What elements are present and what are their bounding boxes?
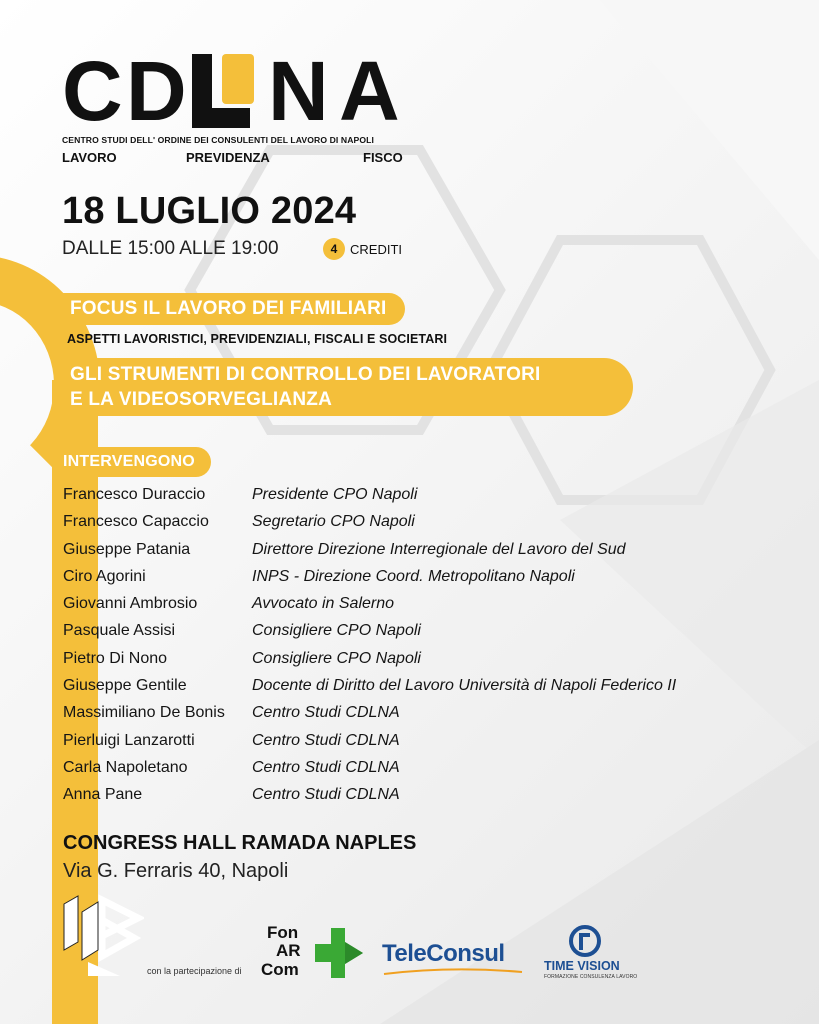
speaker-role: Segretario CPO Napoli: [252, 513, 415, 531]
speaker-name: Francesco Capaccio: [63, 513, 209, 531]
timevision-clock-icon: [568, 924, 602, 958]
partner-label: con la partecipazione di: [147, 966, 242, 976]
logo-subtitle: CENTRO STUDI DELL' ORDINE DEI CONSULENTI DEL LAVORO DI NAPOLI: [62, 135, 374, 145]
speaker-name: Carla Napoletano: [63, 758, 188, 776]
teleconsul-swoosh-icon: [382, 968, 524, 976]
speaker-row: [63, 619, 783, 646]
speaker-role: Consigliere CPO Napoli: [252, 622, 421, 640]
logo-wordmark: [62, 44, 412, 138]
speaker-name: Francesco Duraccio: [63, 486, 206, 503]
cdlna-logo: [62, 44, 412, 165]
logo-tags: [62, 150, 410, 166]
speaker-row: [63, 729, 783, 756]
second-topic-line-1: GLI STRUMENTI DI CONTROLLO DEI LAVORATORI: [70, 364, 541, 385]
event-time: DALLE 15:00 ALLE 19:00: [62, 238, 279, 259]
speaker-row: [63, 565, 783, 592]
speaker-row: [63, 756, 783, 783]
event-date: 18 LUGLIO 2024: [62, 190, 357, 232]
fonarcom-text-1: Fon: [267, 923, 299, 942]
speaker-name: Ciro Agorini: [63, 567, 146, 585]
credits-label: CREDITI: [350, 242, 402, 257]
speaker-name: Giuseppe Gentile: [63, 677, 187, 695]
speaker-row: [63, 510, 783, 537]
speaker-role: INPS - Direzione Coord. Metropolitano Napoli: [252, 567, 575, 585]
logo-letter-d: D: [126, 44, 185, 138]
speaker-name: Anna Pane: [63, 786, 143, 804]
speaker-row: [63, 674, 783, 701]
speaker-name: Massimiliano De Bonis: [63, 704, 225, 722]
teleconsul-logo: TeleConsul: [382, 940, 505, 967]
speaker-row: [63, 701, 783, 728]
speaker-row: [63, 592, 783, 619]
speaker-role: Presidente CPO Napoli: [252, 486, 418, 503]
fonarcom-text-2: AR: [276, 941, 301, 960]
second-topic-line-2: E LA VIDEOSORVEGLIANZA: [70, 389, 332, 410]
speaker-name: Giuseppe Patania: [63, 540, 191, 558]
speaker-role: Centro Studi CDLNA: [252, 758, 400, 776]
speaker-row: [63, 647, 783, 674]
speaker-row: [63, 538, 783, 565]
speaker-row: [63, 483, 783, 510]
credits-badge: 4: [323, 238, 345, 260]
speaker-role: Centro Studi CDLNA: [252, 704, 400, 722]
logo-tag-lavoro: LAVORO: [62, 150, 117, 165]
speaker-role: Consigliere CPO Napoli: [252, 649, 421, 667]
timevision-logo: [540, 922, 640, 982]
speaker-name: Giovanni Ambrosio: [63, 595, 198, 613]
focus-subtitle: ASPETTI LAVORISTICI, PREVIDENZIALI, FISCALI E SOCIETARI: [67, 332, 448, 346]
green-cross-arrow-icon: [315, 928, 363, 978]
stripe-mark-icon: [58, 890, 144, 976]
logo-tag-previdenza: PREVIDENZA: [186, 150, 270, 165]
speaker-role: Centro Studi CDLNA: [252, 786, 400, 804]
second-topic-pill: [60, 358, 633, 416]
timevision-name: TIME VISION: [544, 959, 620, 973]
logo-letter-n: N: [268, 44, 327, 138]
speakers-list: [63, 483, 783, 811]
speakers-heading: INTERVENGONO: [52, 447, 211, 477]
logo-letter-a: A: [339, 44, 398, 138]
logo-letter-c: C: [62, 44, 121, 138]
timevision-subtitle: FORMAZIONE CONSULENZA LAVORO: [544, 974, 638, 980]
speaker-role: Centro Studi CDLNA: [252, 731, 400, 749]
speaker-role: Avvocato in Salerno: [252, 595, 395, 613]
venue-address: Via G. Ferraris 40, Napoli: [63, 860, 289, 882]
focus-topic-pill: FOCUS IL LAVORO DEI FAMILIARI: [60, 293, 405, 325]
speaker-name: Pietro Di Nono: [63, 649, 168, 667]
speaker-row: [63, 783, 783, 810]
speaker-role: Direttore Direzione Interregionale del Lavoro del Sud: [252, 540, 626, 558]
fonarcom-logo: [261, 922, 365, 982]
speaker-role: Docente di Diritto del Lavoro Università di Napoli Federico II: [252, 677, 677, 695]
speaker-name: Pierluigi Lanzarotti: [63, 731, 195, 749]
logo-tag-fisco: FISCO: [363, 150, 403, 165]
venue-name: CONGRESS HALL RAMADA NAPLES: [63, 832, 417, 854]
speaker-name: Pasquale Assisi: [63, 622, 176, 640]
fonarcom-text-3: Com: [261, 960, 299, 979]
logo-letter-l-shape: [192, 54, 264, 128]
